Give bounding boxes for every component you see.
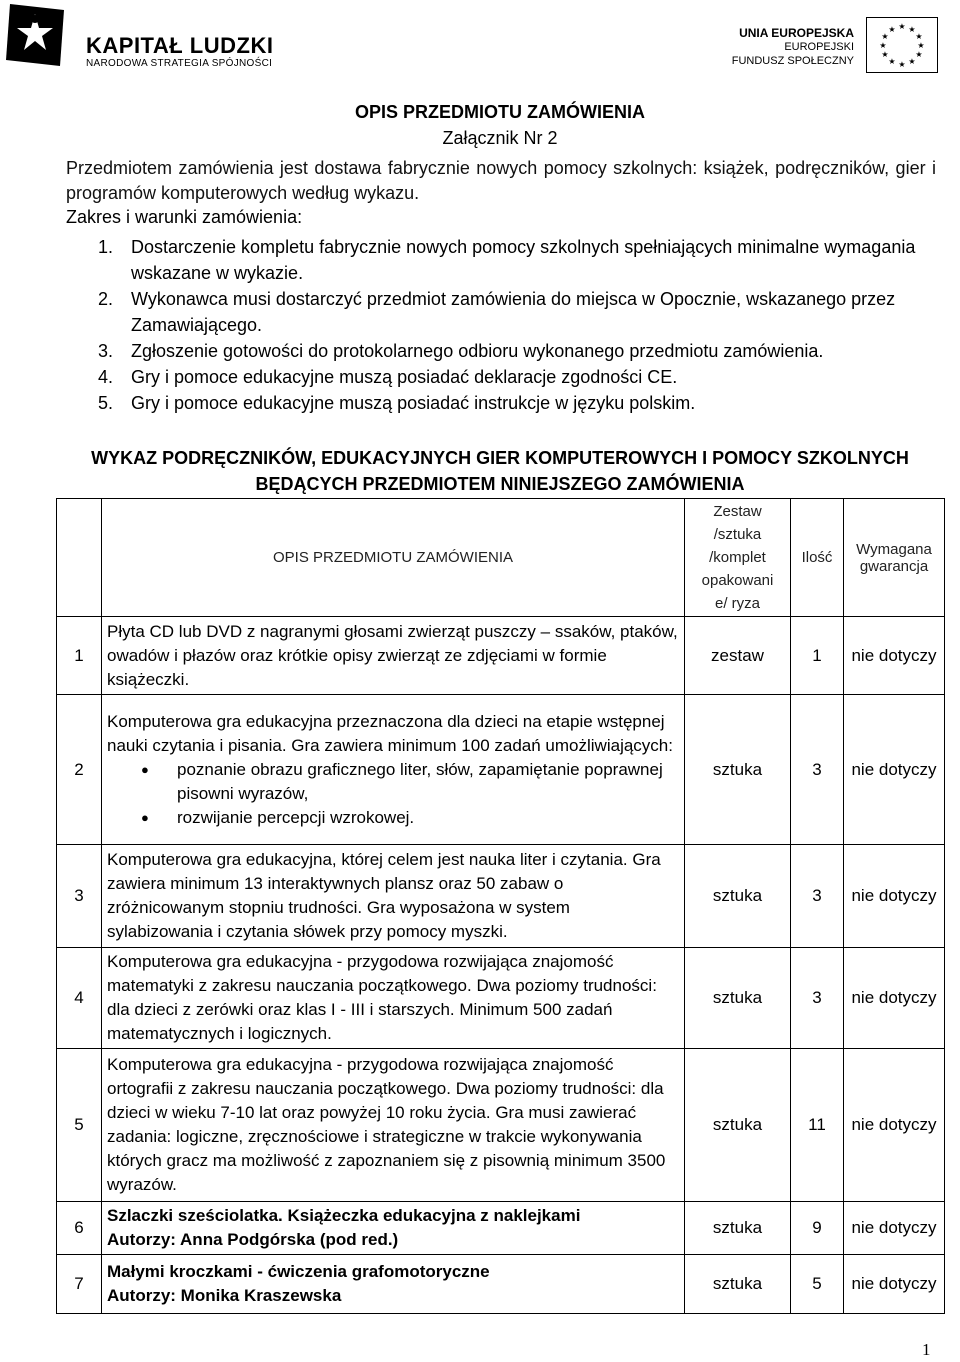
page-number: 1 <box>922 1340 931 1359</box>
condition-item <box>98 338 936 364</box>
condition-item <box>98 234 936 286</box>
list-heading-line1: WYKAZ PODRĘCZNIKÓW, EDUKACYJNYCH GIER KOMPUTEROWYCH I POMOCY SZKOLNYCH <box>91 448 909 468</box>
row-description: Komputerowa gra edukacyjna - przygodowa rozwijająca znajomość ortografii z zakresu nauczania początkowego. Dwa poziomy trudności: dla dzieci w wieku 7-10 lat oraz powyżej 10 roku życia. Gra musi zawierać zadania: logiczne, zręcznościowe i strategiczne w trakcie wykonywania których gracz ma możliwość z zapoznaniem się z pisownią minimum 3500 wyrazów. <box>102 1049 685 1202</box>
row-number: 4 <box>57 948 102 1049</box>
condition-text: Zgłoszenie gotowości do protokolarnego odbioru wykonanego przedmiotu zamówienia. <box>131 341 824 361</box>
row-authors: Autorzy: Monika Kraszewska <box>107 1286 342 1305</box>
condition-number: 2. <box>98 289 114 309</box>
header-unit-line5: e/ ryza <box>714 595 760 612</box>
condition-text: Wykonawca musi dostarczyć przedmiot zamówienia do miejsca w Opocznie, wskazanego przez Zamawiającego. <box>131 289 896 335</box>
row-quantity: 3 <box>791 695 844 845</box>
condition-number: 3. <box>98 341 114 361</box>
table-row <box>57 695 945 845</box>
condition-number: 1. <box>98 237 114 257</box>
svg-text:★: ★ <box>908 57 916 66</box>
items-table <box>56 498 945 1314</box>
bullet-list <box>107 758 679 830</box>
svg-text:★: ★ <box>917 41 925 50</box>
row-description: Płyta CD lub DVD z nagranymi głosami zwierząt puszczy – ssaków, ptaków, owadów i płazów oraz krótkie opisy zwierząt ze zdjęciami w formie książeczki. <box>102 617 685 695</box>
condition-item <box>98 390 936 416</box>
row-description: Komputerowa gra edukacyjna przeznaczona dla dzieci na etapie wstępnej nauki czytania i pisania. Gra zawiera minimum 100 zadań umożliwiających: <box>107 711 673 755</box>
condition-text: Gry i pomoce edukacyjne muszą posiadać instrukcje w języku polskim. <box>131 393 696 413</box>
header-unit-line1: Zestaw <box>713 503 762 520</box>
list-heading-line2: BĘDĄCYCH PRZEDMIOTEM NINIEJSZEGO ZAMÓWIENIA <box>255 474 745 494</box>
bullet-item: ● poznanie obrazu graficznego liter, słów, zapamiętanie poprawnej pisowni wyrazów, <box>177 758 679 806</box>
kapital-ludzki-name: KAPITAŁ LUDZKI <box>86 33 274 58</box>
header-unit-line2: /sztuka <box>713 526 762 543</box>
row-number: 1 <box>57 617 102 695</box>
row-description-cell <box>102 1255 685 1314</box>
row-description: Komputerowa gra edukacyjna - przygodowa rozwijająca znajomość matematyki z zakresu nauczania początkowego. Dwa poziomy trudności: dla dzieci z zerówki oraz klas I - III i starszych. Minimum 500 zadań matematycznych i logicznych. <box>102 948 685 1049</box>
svg-text:★: ★ <box>888 57 896 66</box>
condition-text: Gry i pomoce edukacyjne muszą posiadać deklaracje zgodności CE. <box>131 367 678 387</box>
row-quantity: 5 <box>791 1255 844 1314</box>
row-quantity: 3 <box>791 845 844 948</box>
list-heading <box>70 445 930 497</box>
row-title: Małymi kroczkami - ćwiczenia grafomotoryczne <box>107 1262 490 1281</box>
header-unit <box>685 499 791 617</box>
table-row <box>57 1255 945 1314</box>
row-warranty: nie dotyczy <box>844 617 945 695</box>
row-quantity: 11 <box>791 1049 844 1202</box>
table-row <box>57 1202 945 1255</box>
row-description-cell <box>102 1202 685 1255</box>
row-number: 6 <box>57 1202 102 1255</box>
row-unit: sztuka <box>685 948 791 1049</box>
row-number: 3 <box>57 845 102 948</box>
svg-text:★: ★ <box>915 32 923 41</box>
row-number: 2 <box>57 695 102 845</box>
row-warranty: nie dotyczy <box>844 948 945 1049</box>
eu-logo-line1: UNIA EUROPEJSKA <box>739 26 854 40</box>
header-quantity: Ilość <box>791 499 844 617</box>
svg-text:★: ★ <box>888 25 896 34</box>
row-warranty: nie dotyczy <box>844 1255 945 1314</box>
header-description: OPIS PRZEDMIOTU ZAMÓWIENIA <box>102 499 685 617</box>
row-number: 5 <box>57 1049 102 1202</box>
document-title: OPIS PRZEDMIOTU ZAMÓWIENIA <box>355 102 645 122</box>
condition-item <box>98 364 936 390</box>
row-warranty: nie dotyczy <box>844 1202 945 1255</box>
table-row <box>57 617 945 695</box>
header-warranty-line2: gwarancja <box>859 557 929 575</box>
intro-paragraph: Przedmiotem zamówienia jest dostawa fabrycznie nowych pomocy szkolnych: książek, podręczników, gier i programów komputerowych według wykazu. <box>66 158 936 203</box>
svg-text:★: ★ <box>881 32 889 41</box>
table-row <box>57 948 945 1049</box>
svg-text:★: ★ <box>915 50 923 59</box>
scope-label: Zakres i warunki zamówienia: <box>66 207 303 227</box>
svg-text:★: ★ <box>881 50 889 59</box>
bullet-item: ● rozwijanie percepcji wzrokowej. <box>177 806 679 830</box>
eu-logo-text <box>732 26 854 68</box>
eu-logo-line3: FUNDUSZ SPOŁECZNY <box>731 55 854 67</box>
condition-number: 4. <box>98 367 114 387</box>
header-warranty-line1: Wymagana <box>856 540 932 558</box>
row-description-cell <box>102 695 685 845</box>
svg-text:★: ★ <box>898 60 906 69</box>
header-unit-line4: opakowani <box>701 572 774 589</box>
row-unit: sztuka <box>685 845 791 948</box>
row-warranty: nie dotyczy <box>844 845 945 948</box>
row-description: Komputerowa gra edukacyjna, której celem jest nauka liter i czytania. Gra zawiera minimum 13 interaktywnych plansz oraz 50 zabaw o zróżnicowanym stopniu trudności. Gra wyposażona w system sylabizowania i czytania słówek przy pomocy myszki. <box>102 845 685 948</box>
header-number <box>57 499 102 617</box>
row-title: Szlaczki sześciolatka. Książeczka edukacyjna z naklejkami <box>107 1206 581 1225</box>
row-warranty: nie dotyczy <box>844 695 945 845</box>
row-quantity: 1 <box>791 617 844 695</box>
row-authors: Autorzy: Anna Podgórska (pod red.) <box>107 1230 399 1249</box>
eu-flag-icon <box>866 17 938 73</box>
row-number: 7 <box>57 1255 102 1314</box>
svg-text:★: ★ <box>898 22 906 31</box>
table-header-row <box>57 499 945 617</box>
row-unit: sztuka <box>685 695 791 845</box>
row-unit: sztuka <box>685 1049 791 1202</box>
row-unit: zestaw <box>685 617 791 695</box>
header-unit-line3: /komplet <box>709 549 766 566</box>
eu-logo-line2: EUROPEJSKI <box>784 41 854 53</box>
condition-number: 5. <box>98 393 114 413</box>
row-quantity: 3 <box>791 948 844 1049</box>
row-unit: sztuka <box>685 1255 791 1314</box>
page-header <box>0 0 960 85</box>
kapital-ludzki-logo-icon <box>6 4 64 66</box>
header-warranty <box>844 499 945 617</box>
row-unit: sztuka <box>685 1202 791 1255</box>
table-row <box>57 845 945 948</box>
condition-item <box>98 286 936 338</box>
table-row <box>57 1049 945 1202</box>
row-quantity: 9 <box>791 1202 844 1255</box>
condition-text: Dostarczenie kompletu fabrycznie nowych pomocy szkolnych spełniających minimalne wymagania wskazane w wykazie. <box>131 237 916 283</box>
svg-text:★: ★ <box>908 25 916 34</box>
kapital-ludzki-subtitle: NARODOWA STRATEGIA SPÓJNOŚCI <box>86 58 273 69</box>
row-warranty: nie dotyczy <box>844 1049 945 1202</box>
conditions-list <box>98 234 936 416</box>
annex-label: Załącznik Nr 2 <box>442 128 558 148</box>
svg-text:★: ★ <box>879 41 887 50</box>
